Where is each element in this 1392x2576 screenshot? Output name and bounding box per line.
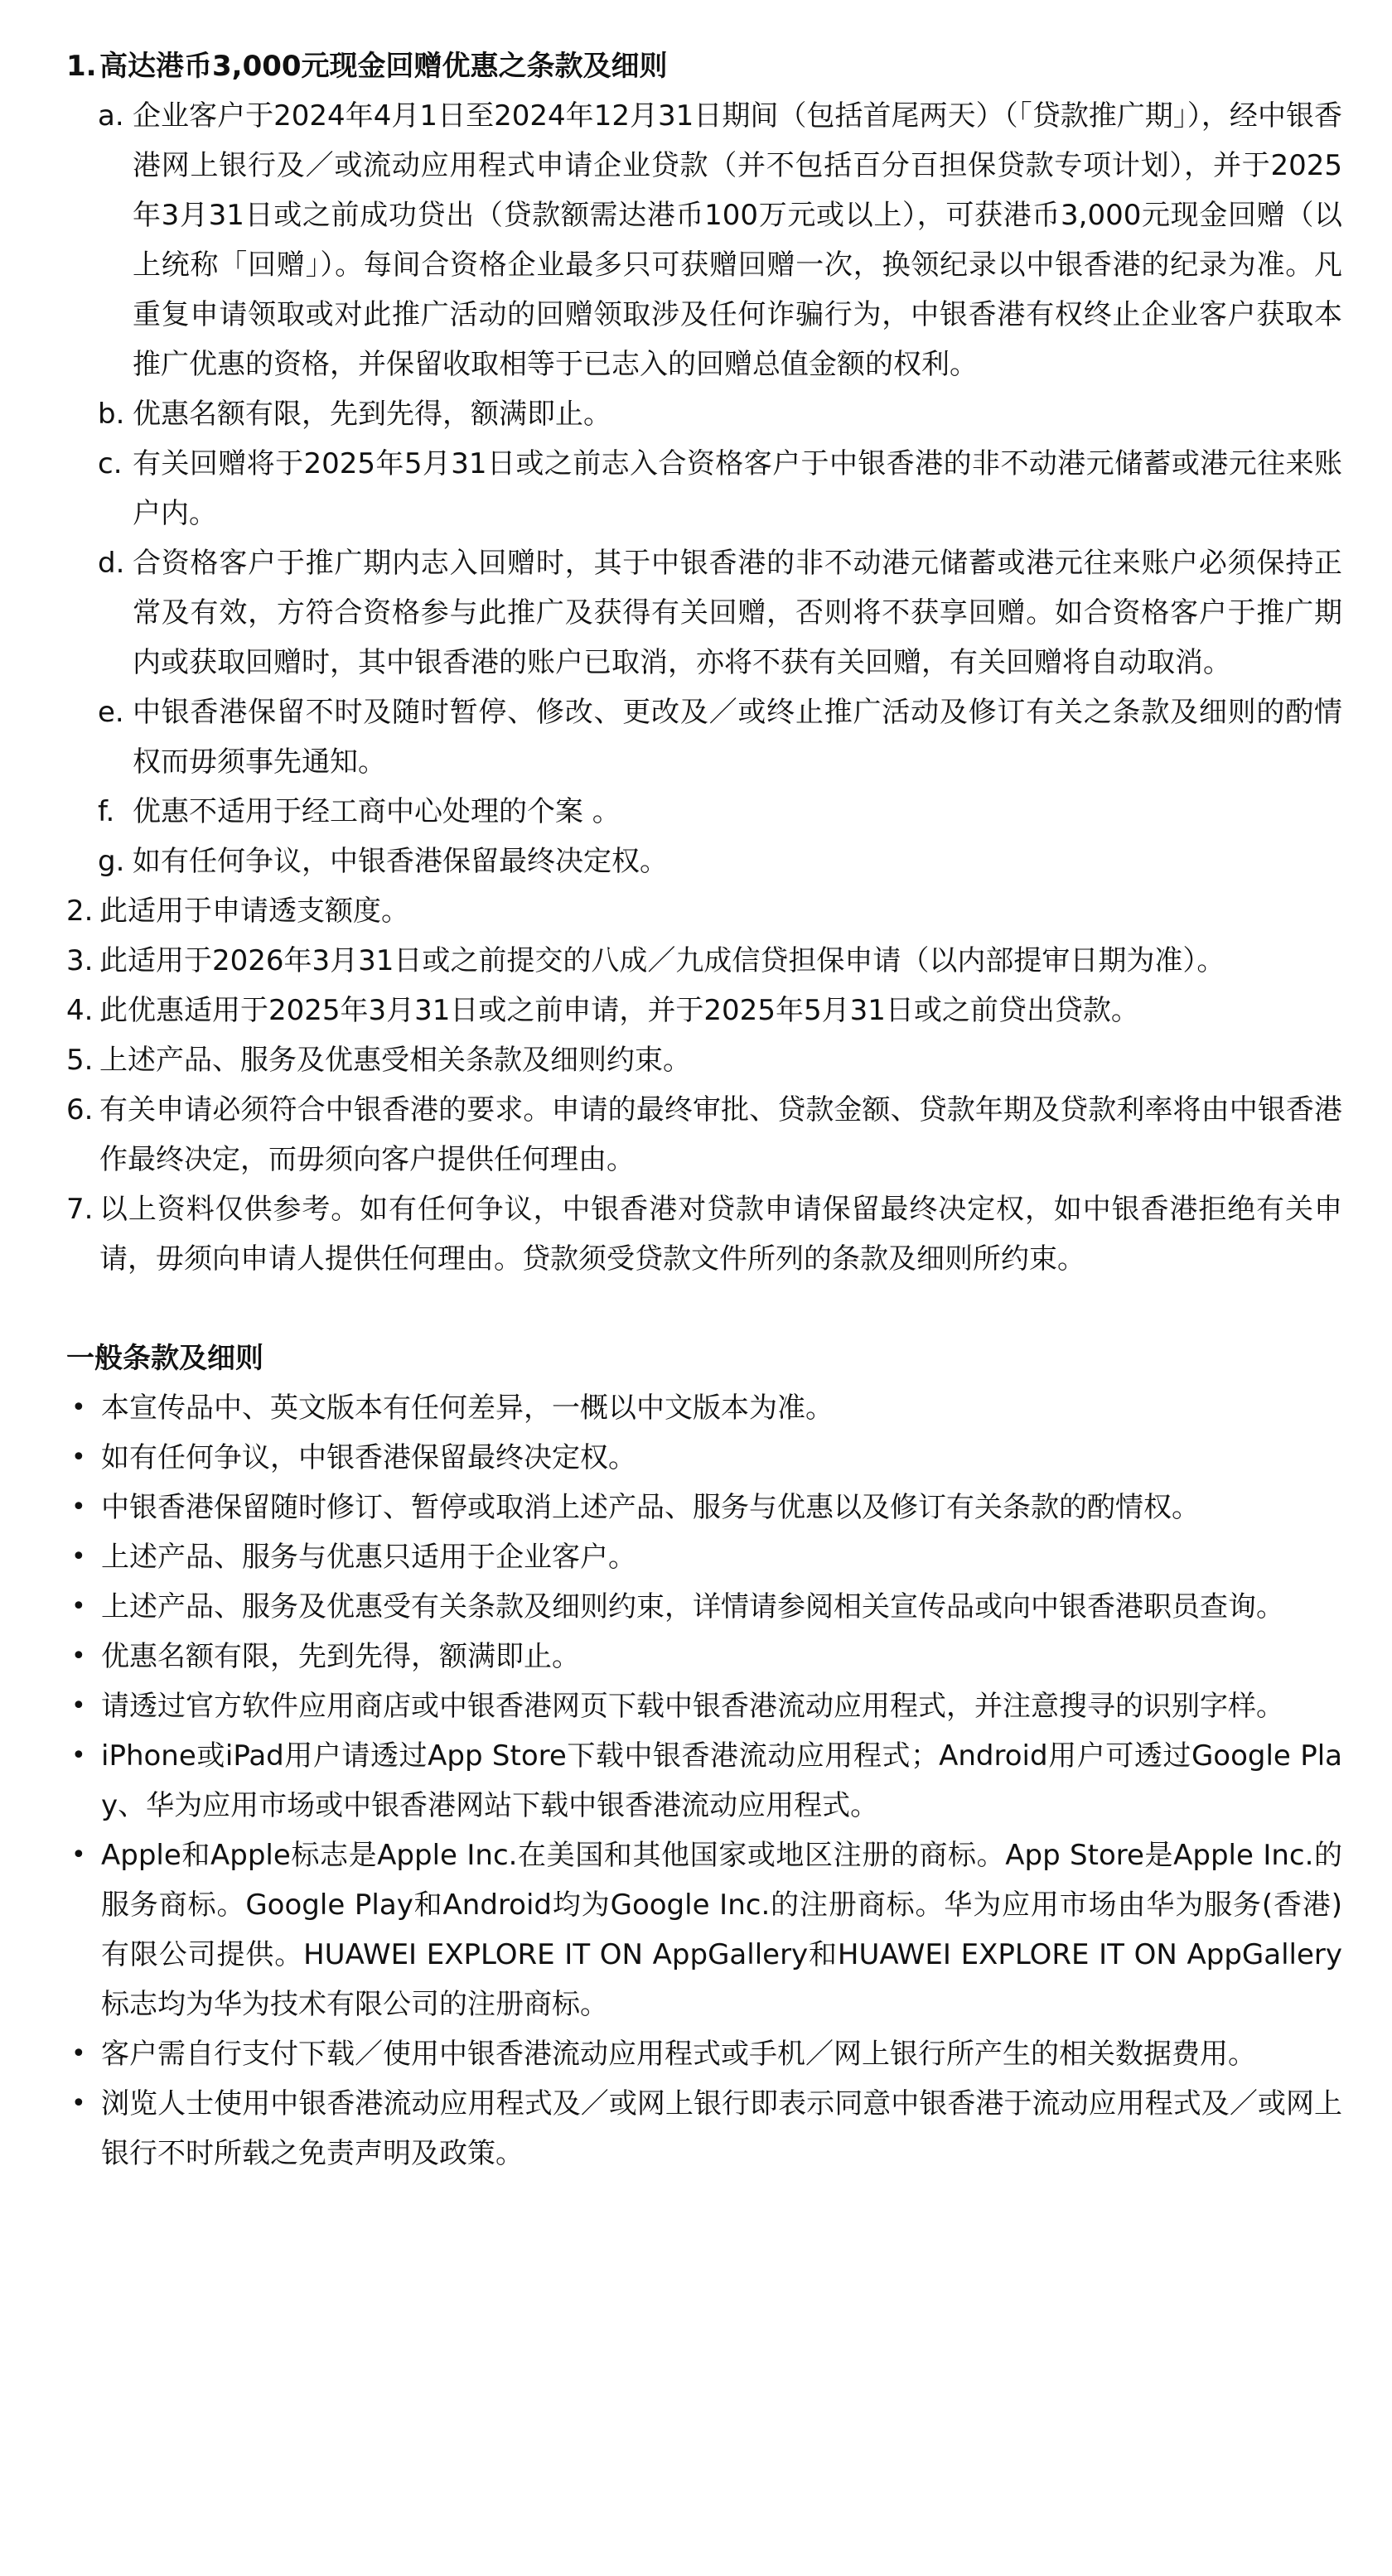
sub-item-label: d.: [98, 547, 125, 580]
term-item-3: [66, 936, 1342, 986]
bullet-marker: •: [71, 1443, 86, 1472]
item-number: 4.: [66, 994, 94, 1027]
sub-item-label: e.: [98, 696, 124, 729]
sub-item-label: c.: [98, 447, 123, 480]
general-bullet-item: [66, 1433, 1342, 1483]
bullet-marker: •: [71, 1741, 86, 1770]
bullet-text: 浏览人士使用中银香港流动应用程式及／或网上银行即表示同意中银香港于流动应用程式及／或网上银行不时所载之免责声明及政策。: [101, 2087, 1342, 2170]
term-item-2: [66, 886, 1342, 936]
bullet-text: 请透过官方软件应用商店或中银香港网页下载中银香港流动应用程式，并注意搜寻的识别字样。: [101, 1690, 1284, 1723]
sub-item-text: 中银香港保留不时及随时暂停、修改、更改及／或终止推广活动及修订有关之条款及细则的酌情权而毋须事先通知。: [133, 696, 1342, 779]
sub-item-label: b.: [98, 398, 125, 431]
item-number: 5.: [66, 1044, 94, 1077]
bullet-marker: •: [71, 1840, 86, 1869]
terms-document: [66, 41, 1342, 2178]
bullet-marker: •: [71, 1592, 86, 1621]
bullet-marker: •: [71, 1493, 86, 1522]
term-item-4: [66, 986, 1342, 1035]
sub-item-label: f.: [98, 795, 115, 828]
item-number: 1.: [66, 50, 97, 83]
sub-item-f: [66, 787, 1342, 837]
section-divider-space: [66, 1284, 1342, 1334]
item-number: 6.: [66, 1093, 94, 1126]
sub-item-text: 合资格客户于推广期内志入回赠时，其于中银香港的非不动港元储蓄或港元往来账户必须保持正常及有效，方符合资格参与此推广及获得有关回赠，否则将不获享回赠。如合资格客户于推广期内或获取回赠时，其中银香港的账户已取消，亦将不获有关回赠，有关回赠将自动取消。: [133, 547, 1342, 679]
item-text: 此适用于2026年3月31日或之前提交的八成／九成信贷担保申请（以内部提审日期为准）。: [99, 944, 1225, 977]
item-text: 上述产品、服务及优惠受相关条款及细则约束。: [99, 1044, 691, 1077]
sub-item-text: 优惠名额有限，先到先得，额满即止。: [133, 398, 611, 431]
sub-item-label: g.: [98, 845, 125, 878]
bullet-text: 客户需自行支付下载／使用中银香港流动应用程式或手机／网上银行所产生的相关数据费用。: [101, 2038, 1256, 2071]
bullet-marker: •: [71, 1542, 86, 1571]
general-bullet-item: [66, 1831, 1342, 2029]
sub-item-text: 优惠不适用于经工商中心处理的个案 。: [133, 795, 621, 828]
item-text: 此优惠适用于2025年3月31日或之前申请，并于2025年5月31日或之前贷出贷款。: [99, 994, 1139, 1027]
item-number: 3.: [66, 944, 94, 977]
bullet-marker: •: [71, 1691, 86, 1720]
general-bullet-item: [66, 1383, 1342, 1433]
sub-item-label: a.: [98, 99, 124, 133]
general-bullet-item: [66, 1632, 1342, 1681]
term-item-5: [66, 1035, 1342, 1085]
item-number: 2.: [66, 895, 94, 928]
bullet-text: 中银香港保留随时修订、暂停或取消上述产品、服务与优惠以及修订有关条款的酌情权。: [101, 1491, 1200, 1524]
bullet-marker: •: [71, 1393, 86, 1422]
bullet-marker: •: [71, 2089, 86, 2118]
item-text: 此适用于申请透支额度。: [99, 895, 409, 928]
general-bullet-item: [66, 1731, 1342, 1831]
sub-item-text: 企业客户于2024年4月1日至2024年12月31日期间（包括首尾两天）（「贷款推广期」），经中银香港网上银行及／或流动应用程式申请企业贷款（并不包括百分百担保贷款专项计划），并于2025年3月31日或之前成功贷出（贷款额需达港币100万元或以上），可获港币3,000元现金回赠（以上统称「回赠」）。每间合资格企业最多只可获赠回赠一次，换领纪录以中银香港的纪录为准。凡重复申请领取或对此推广活动的回赠领取涉及任何诈骗行为，中银香港有权终止企业客户获取本推广优惠的资格，并保留收取相等于已志入的回赠总值金额的权利。: [133, 99, 1342, 381]
item-text: 有关申请必须符合中银香港的要求。申请的最终审批、贷款金额、贷款年期及贷款利率将由中银香港作最终决定，而毋须向客户提供任何理由。: [99, 1093, 1342, 1176]
bullet-marker: •: [71, 1642, 86, 1671]
term-item-1: [66, 41, 1342, 91]
general-terms-heading: 一般条款及细则: [66, 1342, 263, 1375]
bullet-text: 本宣传品中、英文版本有任何差异，一概以中文版本为准。: [101, 1392, 834, 1425]
general-bullet-item: [66, 2079, 1342, 2178]
item-number: 7.: [66, 1193, 94, 1226]
sub-item-b: [66, 389, 1342, 439]
sub-item-a: [66, 91, 1342, 389]
term-item-7: [66, 1184, 1342, 1284]
general-bullet-item: [66, 1582, 1342, 1632]
general-bullet-item: [66, 1532, 1342, 1582]
sub-item-text: 如有任何争议，中银香港保留最终决定权。: [133, 845, 668, 878]
bullet-text: 上述产品、服务及优惠受有关条款及细则约束，详情请参阅相关宣传品或向中银香港职员查询。: [101, 1590, 1284, 1623]
bullet-marker: •: [71, 2039, 86, 2068]
bullet-text: 如有任何争议，中银香港保留最终决定权。: [101, 1441, 636, 1474]
bullet-text: 优惠名额有限，先到先得，额满即止。: [101, 1640, 580, 1673]
general-bullet-item: [66, 1681, 1342, 1731]
bullet-text: Apple和Apple标志是Apple Inc.在美国和其他国家或地区注册的商标。App Store是Apple Inc.的服务商标。Google Play和Android均为Google Inc.的注册商标。华为应用市场由华为服务(香港)有限公司提供。HUAWEI EXPLORE IT ON AppGallery和HUAWEI EXPLORE IT ON AppGallery标志均为华为技术有限公司的注册商标。: [101, 1839, 1342, 2021]
sub-item-text: 有关回赠将于2025年5月31日或之前志入合资格客户于中银香港的非不动港元储蓄或港元往来账户内。: [133, 447, 1342, 530]
bullet-text: 上述产品、服务与优惠只适用于企业客户。: [101, 1541, 636, 1574]
bullet-text: iPhone或iPad用户请透过App Store下载中银香港流动应用程式；Android用户可透过Google Play、华为应用市场或中银香港网站下载中银香港流动应用程式。: [101, 1739, 1342, 1822]
sub-item-c: [66, 439, 1342, 538]
general-bullet-item: [66, 1483, 1342, 1532]
item-text: 以上资料仅供参考。如有任何争议，中银香港对贷款申请保留最终决定权，如中银香港拒绝有关申请，毋须向申请人提供任何理由。贷款须受贷款文件所列的条款及细则所约束。: [99, 1193, 1342, 1276]
sub-item-g: [66, 837, 1342, 886]
sub-item-e: [66, 687, 1342, 787]
general-bullet-item: [66, 2029, 1342, 2079]
item-title: 高达港币3,000元现金回赠优惠之条款及细则: [99, 50, 668, 83]
sub-item-d: [66, 538, 1342, 687]
term-item-6: [66, 1085, 1342, 1184]
